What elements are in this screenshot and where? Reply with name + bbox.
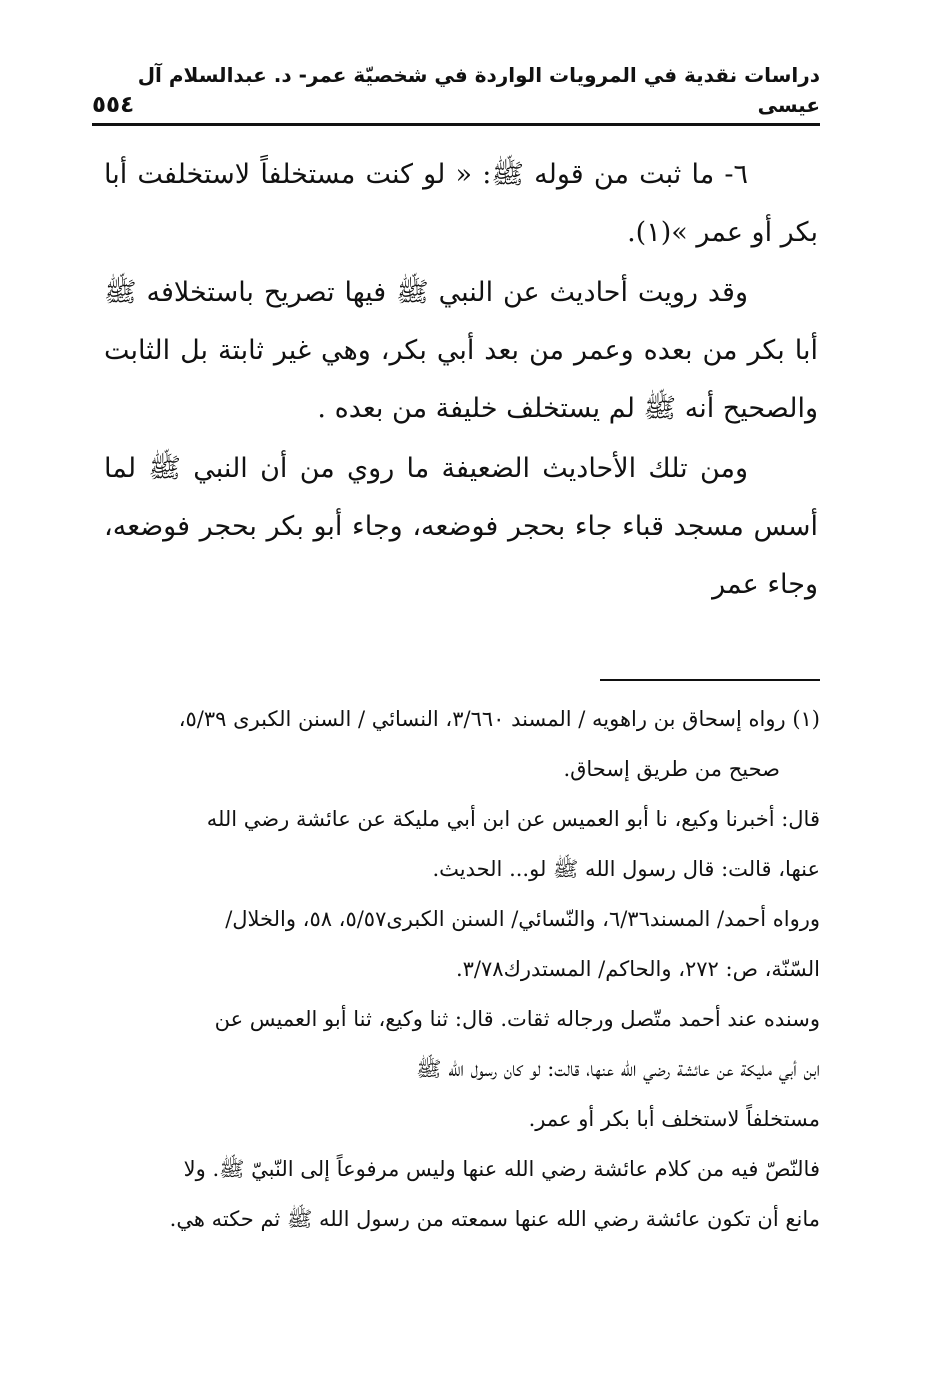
footnote-para-5-cont: مانع أن تكون عائشة رضي الله عنها سمعته من رسول الله ﷺ ثم حكته هي.	[169, 1207, 820, 1231]
footnote-para-3-cont: السّنّة، ص: ٢٧٢، والحاكم/ المستدرك٣/٧٨.	[455, 957, 820, 981]
paragraph-1: ٦- ما ثبت من قوله ﷺ: « لو كنت مستخلفاً لاستخلفت أبا بكر أو عمر »(١).	[104, 159, 818, 248]
page-number: ٥٥٤	[92, 92, 135, 118]
footnotes	[108, 694, 820, 1244]
main-text	[104, 146, 818, 614]
paragraph-3: ومن تلك الأحاديث الضعيفة ما روي من أن النبي ﷺ لما أسس مسجد قباء جاء بحجر فوضعه، وجاء أبو بكر بحجر فوضعه، وجاء عمر	[104, 453, 818, 600]
footnote-1-line-2: صحيح من طريق إسحاق.	[563, 757, 780, 781]
footnote-para-2: قال: أخبرنا وكيع، نا أبو العميس عن ابن أبي مليكة عن عائشة رضي الله	[206, 807, 820, 831]
running-header	[92, 63, 820, 120]
footnote-separator	[600, 679, 820, 681]
footnote-para-4-cont-1: ابن أبي مليكة عن عائشة رضي الله عنها، قالت: لو كان رسول الله ﷺ	[416, 1057, 820, 1081]
header-title: دراسات نقدية في المرويات الواردة في شخصيّة عمر- د. عبدالسلام آل عيسى	[137, 63, 820, 117]
footnote-para-4: وسنده عند أحمد متّصل ورجاله ثقات. قال: ثنا وكيع، ثنا أبو العميس عن	[214, 1007, 820, 1031]
footnote-para-4-cont-2: مستخلفاً لاستخلف أبا بكر أو عمر.	[528, 1107, 820, 1131]
footnote-1-line-1: (١) رواه إسحاق بن راهويه / المسند ٣/٦٦٠، النسائي / السنن الكبرى ٥/٣٩،	[178, 707, 820, 731]
paragraph-2: وقد رويت أحاديث عن النبي ﷺ فيها تصريح باستخلافه ﷺ أبا بكر من بعده وعمر من بعد أبي بكر، وهي غير ثابتة بل الثابت والصحيح أنه ﷺ لم يستخلف خليفة من بعده .	[104, 277, 818, 424]
footnote-para-5: فالنّصّ فيه من كلام عائشة رضي الله عنها وليس مرفوعاً إلى النّبيّ ﷺ. ولا	[183, 1157, 820, 1181]
footnote-para-2-cont: عنها، قالت: قال رسول الله ﷺ لو... الحديث.	[432, 857, 820, 881]
header-rule	[92, 123, 820, 126]
footnote-para-3: ورواه أحمد/ المسند٦/٣٦، والنّسائي/ السنن الكبرى٥/٥٧، ٥٨، والخلال/	[225, 907, 820, 931]
